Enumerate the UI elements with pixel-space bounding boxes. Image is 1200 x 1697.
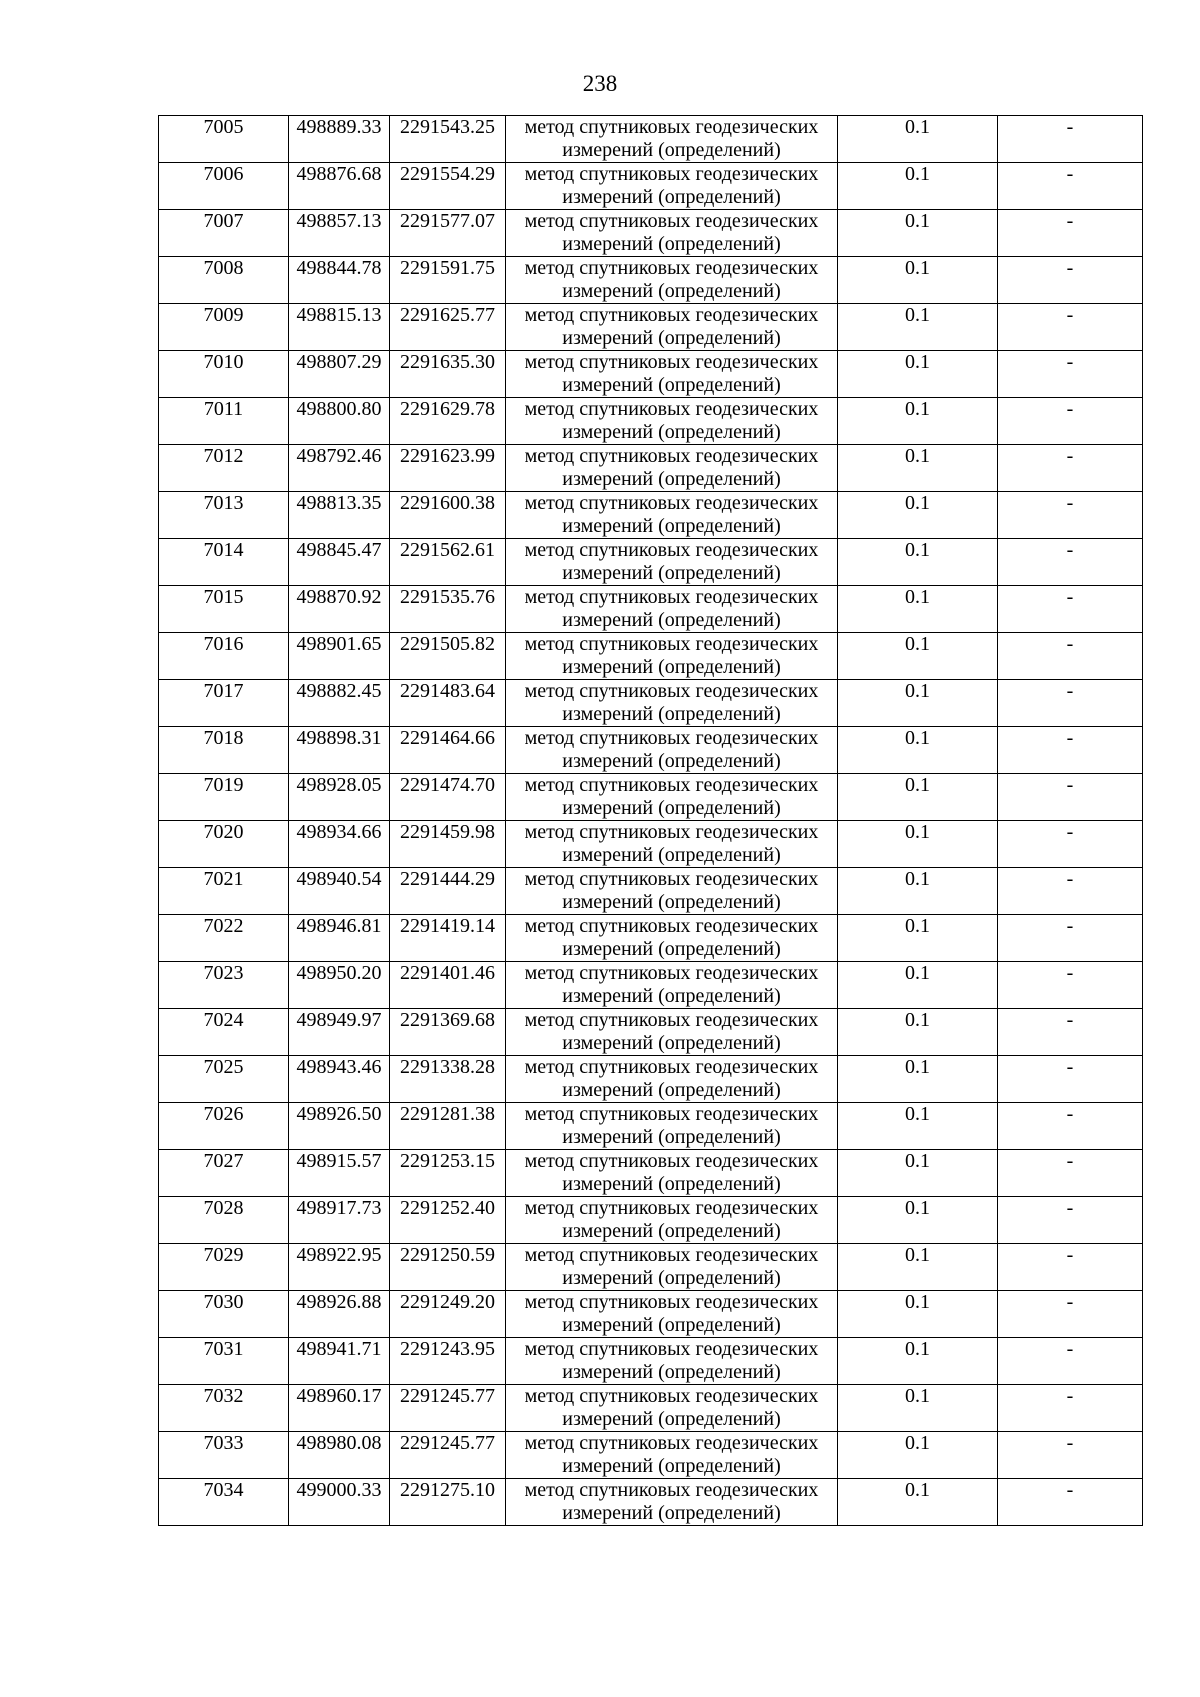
- x-coordinate-cell: 498943.46: [289, 1056, 390, 1103]
- method-line-2: измерений (определений): [562, 233, 781, 255]
- method-line-2: измерений (определений): [562, 421, 781, 443]
- method-line-2: измерений (определений): [562, 139, 781, 161]
- y-coordinate-cell: 2291369.68: [390, 1009, 506, 1056]
- method-line-1: метод спутниковых геодезических: [524, 962, 819, 984]
- accuracy-cell: 0.1: [838, 727, 998, 774]
- method-line-2: измерений (определений): [562, 515, 781, 537]
- table-row: [159, 586, 1143, 633]
- note-cell: -: [998, 492, 1143, 539]
- x-coordinate-cell: 498940.54: [289, 868, 390, 915]
- table-row: [159, 304, 1143, 351]
- accuracy-cell: 0.1: [838, 774, 998, 821]
- x-coordinate-cell: 498949.97: [289, 1009, 390, 1056]
- method-line-2: измерений (определений): [562, 656, 781, 678]
- method-cell: [506, 633, 838, 680]
- point-number-cell: 7026: [159, 1103, 289, 1150]
- method-cell: [506, 1432, 838, 1479]
- method-line-2: измерений (определений): [562, 703, 781, 725]
- method-cell: [506, 116, 838, 163]
- page-number: 238: [582, 71, 618, 96]
- method-cell: [506, 1150, 838, 1197]
- x-coordinate-cell: 498870.92: [289, 586, 390, 633]
- accuracy-cell: 0.1: [838, 962, 998, 1009]
- x-coordinate-cell: 498946.81: [289, 915, 390, 962]
- method-cell: [506, 1385, 838, 1432]
- x-coordinate-cell: 498845.47: [289, 539, 390, 586]
- method-cell: [506, 1197, 838, 1244]
- note-cell: -: [998, 1056, 1143, 1103]
- method-line-1: метод спутниковых геодезических: [524, 633, 819, 655]
- method-cell: [506, 915, 838, 962]
- accuracy-cell: 0.1: [838, 351, 998, 398]
- table-row: [159, 1291, 1143, 1338]
- accuracy-cell: 0.1: [838, 821, 998, 868]
- table-row: [159, 1056, 1143, 1103]
- note-cell: -: [998, 1150, 1143, 1197]
- y-coordinate-cell: 2291505.82: [390, 633, 506, 680]
- accuracy-cell: 0.1: [838, 1150, 998, 1197]
- table-row: [159, 1244, 1143, 1291]
- point-number-cell: 7019: [159, 774, 289, 821]
- y-coordinate-cell: 2291474.70: [390, 774, 506, 821]
- x-coordinate-cell: 498926.50: [289, 1103, 390, 1150]
- table-row: [159, 210, 1143, 257]
- accuracy-cell: 0.1: [838, 1009, 998, 1056]
- method-line-2: измерений (определений): [562, 609, 781, 631]
- x-coordinate-cell: 498815.13: [289, 304, 390, 351]
- table-row: [159, 868, 1143, 915]
- method-line-2: измерений (определений): [562, 1220, 781, 1242]
- table-row: [159, 445, 1143, 492]
- note-cell: -: [998, 915, 1143, 962]
- table-row: [159, 1479, 1143, 1526]
- point-number-cell: 7005: [159, 116, 289, 163]
- y-coordinate-cell: 2291243.95: [390, 1338, 506, 1385]
- x-coordinate-cell: 498960.17: [289, 1385, 390, 1432]
- x-coordinate-cell: 498926.88: [289, 1291, 390, 1338]
- method-cell: [506, 539, 838, 586]
- y-coordinate-cell: 2291252.40: [390, 1197, 506, 1244]
- method-cell: [506, 445, 838, 492]
- method-line-2: измерений (определений): [562, 1502, 781, 1524]
- method-cell: [506, 492, 838, 539]
- x-coordinate-cell: 498941.71: [289, 1338, 390, 1385]
- method-line-1: метод спутниковых геодезических: [524, 1103, 819, 1125]
- note-cell: -: [998, 586, 1143, 633]
- y-coordinate-cell: 2291401.46: [390, 962, 506, 1009]
- method-line-2: измерений (определений): [562, 797, 781, 819]
- point-number-cell: 7015: [159, 586, 289, 633]
- accuracy-cell: 0.1: [838, 868, 998, 915]
- point-number-cell: 7029: [159, 1244, 289, 1291]
- table-row: [159, 163, 1143, 210]
- method-cell: [506, 868, 838, 915]
- table-row: [159, 821, 1143, 868]
- point-number-cell: 7008: [159, 257, 289, 304]
- y-coordinate-cell: 2291562.61: [390, 539, 506, 586]
- accuracy-cell: 0.1: [838, 1291, 998, 1338]
- x-coordinate-cell: 498980.08: [289, 1432, 390, 1479]
- method-line-1: метод спутниковых геодезических: [524, 821, 819, 843]
- y-coordinate-cell: 2291483.64: [390, 680, 506, 727]
- method-cell: [506, 586, 838, 633]
- y-coordinate-cell: 2291281.38: [390, 1103, 506, 1150]
- note-cell: -: [998, 868, 1143, 915]
- coordinates-table-body: [159, 116, 1143, 1526]
- y-coordinate-cell: 2291419.14: [390, 915, 506, 962]
- table-row: [159, 351, 1143, 398]
- note-cell: -: [998, 727, 1143, 774]
- y-coordinate-cell: 2291253.15: [390, 1150, 506, 1197]
- method-cell: [506, 1103, 838, 1150]
- x-coordinate-cell: 498928.05: [289, 774, 390, 821]
- coordinates-table: [158, 115, 1143, 1526]
- table-row: [159, 1338, 1143, 1385]
- method-cell: [506, 210, 838, 257]
- point-number-cell: 7009: [159, 304, 289, 351]
- point-number-cell: 7012: [159, 445, 289, 492]
- y-coordinate-cell: 2291635.30: [390, 351, 506, 398]
- method-cell: [506, 1479, 838, 1526]
- point-number-cell: 7031: [159, 1338, 289, 1385]
- x-coordinate-cell: 498876.68: [289, 163, 390, 210]
- method-line-2: измерений (определений): [562, 1408, 781, 1430]
- accuracy-cell: 0.1: [838, 633, 998, 680]
- table-row: [159, 727, 1143, 774]
- accuracy-cell: 0.1: [838, 1244, 998, 1291]
- method-cell: [506, 680, 838, 727]
- method-line-1: метод спутниковых геодезических: [524, 868, 819, 890]
- method-line-2: измерений (определений): [562, 186, 781, 208]
- point-number-cell: 7020: [159, 821, 289, 868]
- x-coordinate-cell: 498898.31: [289, 727, 390, 774]
- note-cell: -: [998, 821, 1143, 868]
- method-line-1: метод спутниковых геодезических: [524, 1150, 819, 1172]
- y-coordinate-cell: 2291245.77: [390, 1432, 506, 1479]
- point-number-cell: 7023: [159, 962, 289, 1009]
- point-number-cell: 7024: [159, 1009, 289, 1056]
- method-line-2: измерений (определений): [562, 1032, 781, 1054]
- point-number-cell: 7011: [159, 398, 289, 445]
- y-coordinate-cell: 2291600.38: [390, 492, 506, 539]
- x-coordinate-cell: 498882.45: [289, 680, 390, 727]
- point-number-cell: 7014: [159, 539, 289, 586]
- x-coordinate-cell: 498807.29: [289, 351, 390, 398]
- accuracy-cell: 0.1: [838, 1197, 998, 1244]
- method-cell: [506, 1338, 838, 1385]
- method-line-2: измерений (определений): [562, 468, 781, 490]
- accuracy-cell: 0.1: [838, 1338, 998, 1385]
- table-row: [159, 1103, 1143, 1150]
- table-row: [159, 116, 1143, 163]
- x-coordinate-cell: 498901.65: [289, 633, 390, 680]
- x-coordinate-cell: 499000.33: [289, 1479, 390, 1526]
- note-cell: -: [998, 1338, 1143, 1385]
- y-coordinate-cell: 2291625.77: [390, 304, 506, 351]
- method-line-2: измерений (определений): [562, 1173, 781, 1195]
- accuracy-cell: 0.1: [838, 1479, 998, 1526]
- y-coordinate-cell: 2291249.20: [390, 1291, 506, 1338]
- note-cell: -: [998, 1197, 1143, 1244]
- method-line-1: метод спутниковых геодезических: [524, 398, 819, 420]
- method-cell: [506, 1009, 838, 1056]
- y-coordinate-cell: 2291338.28: [390, 1056, 506, 1103]
- note-cell: -: [998, 304, 1143, 351]
- accuracy-cell: 0.1: [838, 1103, 998, 1150]
- point-number-cell: 7030: [159, 1291, 289, 1338]
- method-line-2: измерений (определений): [562, 750, 781, 772]
- point-number-cell: 7025: [159, 1056, 289, 1103]
- note-cell: -: [998, 257, 1143, 304]
- note-cell: -: [998, 163, 1143, 210]
- table-row: [159, 398, 1143, 445]
- table-row: [159, 492, 1143, 539]
- method-line-2: измерений (определений): [562, 1079, 781, 1101]
- accuracy-cell: 0.1: [838, 116, 998, 163]
- method-line-1: метод спутниковых геодезических: [524, 1197, 819, 1219]
- point-number-cell: 7033: [159, 1432, 289, 1479]
- accuracy-cell: 0.1: [838, 163, 998, 210]
- accuracy-cell: 0.1: [838, 586, 998, 633]
- method-cell: [506, 727, 838, 774]
- note-cell: -: [998, 116, 1143, 163]
- method-line-1: метод спутниковых геодезических: [524, 680, 819, 702]
- note-cell: -: [998, 351, 1143, 398]
- x-coordinate-cell: 498934.66: [289, 821, 390, 868]
- y-coordinate-cell: 2291629.78: [390, 398, 506, 445]
- point-number-cell: 7017: [159, 680, 289, 727]
- method-line-2: измерений (определений): [562, 280, 781, 302]
- method-line-1: метод спутниковых геодезических: [524, 351, 819, 373]
- table-row: [159, 257, 1143, 304]
- note-cell: -: [998, 398, 1143, 445]
- method-line-1: метод спутниковых геодезических: [524, 1291, 819, 1313]
- method-cell: [506, 304, 838, 351]
- table-row: [159, 1009, 1143, 1056]
- method-cell: [506, 1244, 838, 1291]
- method-cell: [506, 163, 838, 210]
- y-coordinate-cell: 2291250.59: [390, 1244, 506, 1291]
- x-coordinate-cell: 498915.57: [289, 1150, 390, 1197]
- y-coordinate-cell: 2291554.29: [390, 163, 506, 210]
- method-line-1: метод спутниковых геодезических: [524, 1009, 819, 1031]
- method-line-1: метод спутниковых геодезических: [524, 1244, 819, 1266]
- method-cell: [506, 398, 838, 445]
- table-row: [159, 680, 1143, 727]
- point-number-cell: 7010: [159, 351, 289, 398]
- y-coordinate-cell: 2291459.98: [390, 821, 506, 868]
- method-line-2: измерений (определений): [562, 1267, 781, 1289]
- point-number-cell: 7018: [159, 727, 289, 774]
- table-row: [159, 1150, 1143, 1197]
- method-cell: [506, 962, 838, 1009]
- point-number-cell: 7028: [159, 1197, 289, 1244]
- accuracy-cell: 0.1: [838, 210, 998, 257]
- method-line-2: измерений (определений): [562, 374, 781, 396]
- method-line-2: измерений (определений): [562, 562, 781, 584]
- method-cell: [506, 1291, 838, 1338]
- accuracy-cell: 0.1: [838, 304, 998, 351]
- method-cell: [506, 257, 838, 304]
- method-line-2: измерений (определений): [562, 844, 781, 866]
- point-number-cell: 7034: [159, 1479, 289, 1526]
- x-coordinate-cell: 498813.35: [289, 492, 390, 539]
- method-line-1: метод спутниковых геодезических: [524, 210, 819, 232]
- method-line-2: измерений (определений): [562, 1126, 781, 1148]
- x-coordinate-cell: 498792.46: [289, 445, 390, 492]
- method-line-1: метод спутниковых геодезических: [524, 163, 819, 185]
- table-row: [159, 1197, 1143, 1244]
- point-number-cell: 7016: [159, 633, 289, 680]
- method-line-1: метод спутниковых геодезических: [524, 1338, 819, 1360]
- table-row: [159, 539, 1143, 586]
- x-coordinate-cell: 498950.20: [289, 962, 390, 1009]
- method-cell: [506, 351, 838, 398]
- x-coordinate-cell: 498800.80: [289, 398, 390, 445]
- x-coordinate-cell: 498917.73: [289, 1197, 390, 1244]
- method-line-2: измерений (определений): [562, 985, 781, 1007]
- method-line-2: измерений (определений): [562, 327, 781, 349]
- y-coordinate-cell: 2291591.75: [390, 257, 506, 304]
- y-coordinate-cell: 2291275.10: [390, 1479, 506, 1526]
- table-row: [159, 915, 1143, 962]
- point-number-cell: 7006: [159, 163, 289, 210]
- point-number-cell: 7022: [159, 915, 289, 962]
- method-cell: [506, 1056, 838, 1103]
- method-line-1: метод спутниковых геодезических: [524, 774, 819, 796]
- accuracy-cell: 0.1: [838, 398, 998, 445]
- note-cell: -: [998, 774, 1143, 821]
- note-cell: -: [998, 1385, 1143, 1432]
- point-number-cell: 7013: [159, 492, 289, 539]
- x-coordinate-cell: 498889.33: [289, 116, 390, 163]
- accuracy-cell: 0.1: [838, 915, 998, 962]
- method-line-1: метод спутниковых геодезических: [524, 915, 819, 937]
- accuracy-cell: 0.1: [838, 539, 998, 586]
- x-coordinate-cell: 498922.95: [289, 1244, 390, 1291]
- method-line-2: измерений (определений): [562, 1361, 781, 1383]
- method-line-1: метод спутниковых геодезических: [524, 445, 819, 467]
- note-cell: -: [998, 962, 1143, 1009]
- note-cell: -: [998, 1009, 1143, 1056]
- table-row: [159, 774, 1143, 821]
- method-line-1: метод спутниковых геодезических: [524, 1432, 819, 1454]
- method-line-1: метод спутниковых геодезических: [524, 1479, 819, 1501]
- note-cell: -: [998, 680, 1143, 727]
- method-line-1: метод спутниковых геодезических: [524, 539, 819, 561]
- method-line-2: измерений (определений): [562, 1455, 781, 1477]
- accuracy-cell: 0.1: [838, 1056, 998, 1103]
- point-number-cell: 7032: [159, 1385, 289, 1432]
- point-number-cell: 7021: [159, 868, 289, 915]
- note-cell: -: [998, 1479, 1143, 1526]
- method-line-1: метод спутниковых геодезических: [524, 727, 819, 749]
- point-number-cell: 7027: [159, 1150, 289, 1197]
- y-coordinate-cell: 2291543.25: [390, 116, 506, 163]
- note-cell: -: [998, 1291, 1143, 1338]
- table-row: [159, 1432, 1143, 1479]
- note-cell: -: [998, 1244, 1143, 1291]
- note-cell: -: [998, 210, 1143, 257]
- method-cell: [506, 821, 838, 868]
- note-cell: -: [998, 445, 1143, 492]
- note-cell: -: [998, 1432, 1143, 1479]
- accuracy-cell: 0.1: [838, 1432, 998, 1479]
- accuracy-cell: 0.1: [838, 492, 998, 539]
- accuracy-cell: 0.1: [838, 257, 998, 304]
- table-row: [159, 633, 1143, 680]
- y-coordinate-cell: 2291623.99: [390, 445, 506, 492]
- note-cell: -: [998, 539, 1143, 586]
- note-cell: -: [998, 633, 1143, 680]
- method-line-1: метод спутниковых геодезических: [524, 586, 819, 608]
- method-line-1: метод спутниковых геодезических: [524, 304, 819, 326]
- point-number-cell: 7007: [159, 210, 289, 257]
- accuracy-cell: 0.1: [838, 680, 998, 727]
- y-coordinate-cell: 2291535.76: [390, 586, 506, 633]
- method-line-1: метод спутниковых геодезических: [524, 492, 819, 514]
- method-line-2: измерений (определений): [562, 1314, 781, 1336]
- y-coordinate-cell: 2291444.29: [390, 868, 506, 915]
- y-coordinate-cell: 2291245.77: [390, 1385, 506, 1432]
- y-coordinate-cell: 2291577.07: [390, 210, 506, 257]
- method-line-1: метод спутниковых геодезических: [524, 1385, 819, 1407]
- method-line-1: метод спутниковых геодезических: [524, 116, 819, 138]
- y-coordinate-cell: 2291464.66: [390, 727, 506, 774]
- method-line-1: метод спутниковых геодезических: [524, 257, 819, 279]
- method-line-1: метод спутниковых геодезических: [524, 1056, 819, 1078]
- method-cell: [506, 774, 838, 821]
- table-row: [159, 1385, 1143, 1432]
- x-coordinate-cell: 498844.78: [289, 257, 390, 304]
- method-line-2: измерений (определений): [562, 891, 781, 913]
- accuracy-cell: 0.1: [838, 1385, 998, 1432]
- x-coordinate-cell: 498857.13: [289, 210, 390, 257]
- accuracy-cell: 0.1: [838, 445, 998, 492]
- method-line-2: измерений (определений): [562, 938, 781, 960]
- note-cell: -: [998, 1103, 1143, 1150]
- table-row: [159, 962, 1143, 1009]
